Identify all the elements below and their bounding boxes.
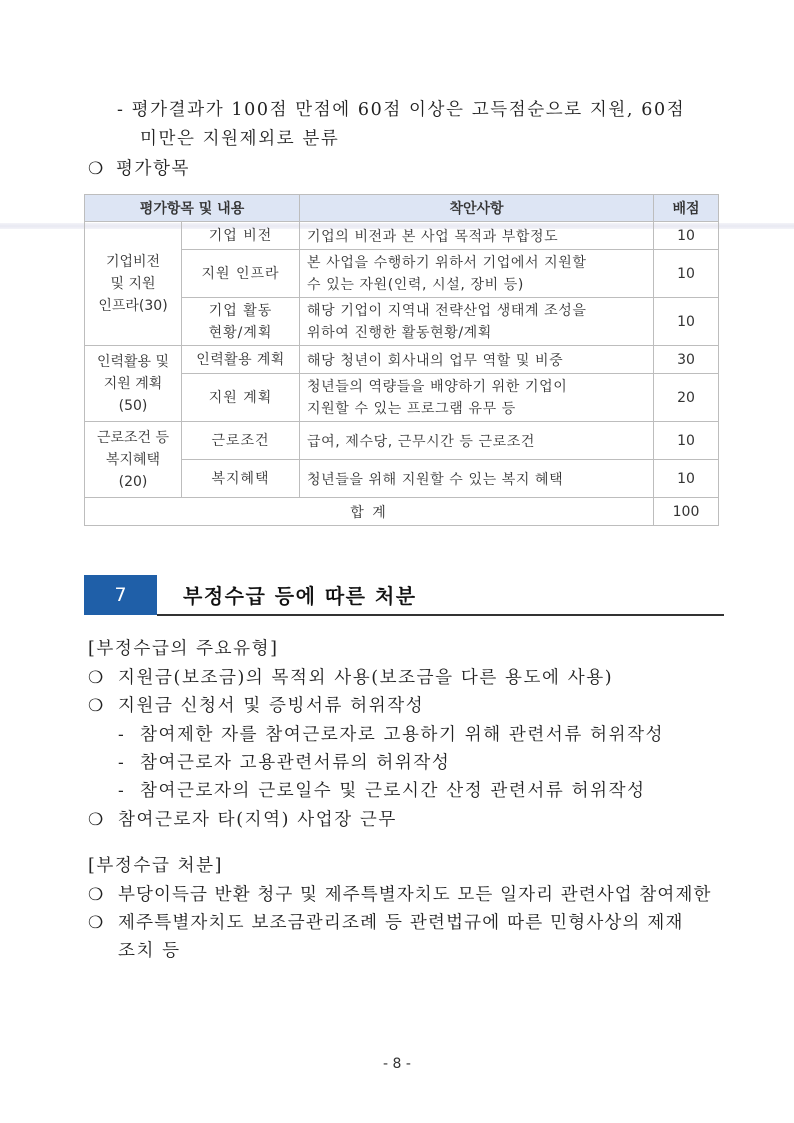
circle-bullet-icon: ❍ <box>88 696 104 716</box>
total-row <box>85 498 719 526</box>
score-cell: 20 <box>654 374 719 422</box>
table-header-row <box>85 195 719 222</box>
dash-bullet-icon: - <box>118 753 124 773</box>
category-cell: 기업비전 및 지원 인프라(30) <box>85 222 182 346</box>
item-cell: 지원 계획 <box>182 374 300 422</box>
item-cell: 기업 비전 <box>182 222 300 250</box>
detail-cell: 기업의 비전과 본 사업 목적과 부합정도 <box>300 222 654 250</box>
dash-bullet-icon: - <box>118 725 124 745</box>
detail-cell: 청년들을 위해 지원할 수 있는 복지 혜택 <box>300 460 654 498</box>
section-title: 부정수급 등에 따른 처분 <box>183 584 417 608</box>
circle-bullet-icon: ❍ <box>88 913 104 933</box>
item-cell: 복지혜택 <box>182 460 300 498</box>
item-cell: 근로조건 <box>182 422 300 460</box>
table-row <box>85 422 719 460</box>
page-number: - 8 - <box>383 1056 411 1072</box>
score-cell: 10 <box>654 298 719 346</box>
detail-cell: 해당 청년이 회사내의 업무 역할 및 비중 <box>300 346 654 374</box>
header-score: 배점 <box>654 195 719 222</box>
score-cell: 10 <box>654 422 719 460</box>
types-sub1: 참여제한 자를 참여근로자로 고용하기 위해 관련서류 허위작성 <box>140 725 665 745</box>
item-cell: 인력활용 계획 <box>182 346 300 374</box>
detail-cell: 급여, 제수당, 근무시간 등 근로조건 <box>300 422 654 460</box>
category-cell: 근로조건 등 복지혜택 (20) <box>85 422 182 498</box>
items-heading: 평가항목 <box>116 159 191 179</box>
circle-bullet-icon: ❍ <box>88 668 104 688</box>
item-cell: 지원 인프라 <box>182 250 300 298</box>
sanctions-item2-line2: 조치 등 <box>118 941 181 961</box>
header-item: 평가항목 및 내용 <box>85 195 300 222</box>
types-item1: 지원금(보조금)의 목적외 사용(보조금을 다른 용도에 사용) <box>118 668 614 688</box>
item-cell: 기업 활동 현황/계획 <box>182 298 300 346</box>
section-rule <box>157 614 724 616</box>
sanctions-item1: 부당이득금 반환 청구 및 제주특별자치도 모든 일자리 관련사업 참여제한 <box>118 885 712 905</box>
detail-cell: 해당 기업이 지역내 전략산업 생태계 조성을 위하여 진행한 활동현황/계획 <box>300 298 654 346</box>
evaluation-table <box>84 194 719 526</box>
detail-cell: 본 사업을 수행하기 위하서 기업에서 지원할 수 있는 자원(인력, 시설, 장비 등) <box>300 250 654 298</box>
total-label: 합 계 <box>85 498 654 526</box>
dash-bullet-icon: - <box>118 781 124 801</box>
section-number: 7 <box>84 575 157 615</box>
intro-bullet-line2: 미만은 지원제외로 분류 <box>140 129 340 149</box>
types-item3: 참여근로자 타(지역) 사업장 근무 <box>118 810 397 830</box>
header-detail: 착안사항 <box>300 195 654 222</box>
types-heading: [부정수급의 주요유형] <box>88 639 279 659</box>
types-sub3: 참여근로자의 근로일수 및 근로시간 산정 관련서류 허위작성 <box>140 781 646 801</box>
category-cell: 인력활용 및 지원 계획 (50) <box>85 346 182 422</box>
detail-cell: 청년들의 역량들을 배양하기 위한 기업이 지원할 수 있는 프로그램 유무 등 <box>300 374 654 422</box>
types-sub2: 참여근로자 고용관련서류의 허위작성 <box>140 753 451 773</box>
circle-bullet-icon: ❍ <box>88 159 104 179</box>
types-item2: 지원금 신청서 및 증빙서류 허위작성 <box>118 696 425 716</box>
sanctions-heading: [부정수급 처분] <box>88 856 224 876</box>
intro-bullet-line1: - 평가결과가 100점 만점에 60점 이상은 고득점순으로 지원, 60점 <box>117 100 686 120</box>
table-row <box>85 346 719 374</box>
score-cell: 10 <box>654 222 719 250</box>
circle-bullet-icon: ❍ <box>88 885 104 905</box>
table-row <box>85 222 719 250</box>
score-cell: 30 <box>654 346 719 374</box>
circle-bullet-icon: ❍ <box>88 810 104 830</box>
score-cell: 10 <box>654 250 719 298</box>
score-cell: 10 <box>654 460 719 498</box>
sanctions-item2-line1: 제주특별자치도 보조금관리조례 등 관련법규에 따른 민형사상의 제재 <box>118 913 684 933</box>
total-score: 100 <box>654 498 719 526</box>
